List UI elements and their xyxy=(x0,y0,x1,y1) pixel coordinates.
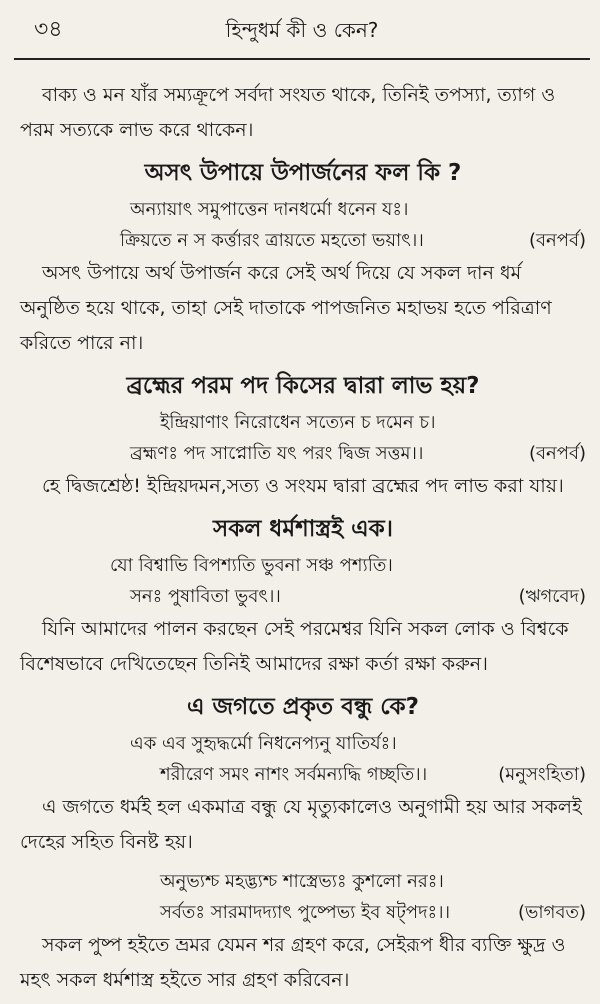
verse-text: সর্বতঃ সারমাদদ্যাৎ পুষ্পেভ্য ইব ষট্পদঃ।। xyxy=(160,902,451,923)
sanskrit-verse xyxy=(20,866,586,928)
verse-line xyxy=(20,225,586,256)
verse-line xyxy=(20,550,586,581)
section-heading: সকল ধর্মশাস্ত্রই এক। xyxy=(213,516,393,542)
explanation-paragraph: অসৎ উপায়ে অর্থ উপার্জন করে সেই অর্থ দিয়ে যে সকল দান ধর্ম অনুষ্ঠিত হয়ে থাকে, তাহা সেই দাতাকে পাপজনিত মহাভয় হতে পরিত্রাণ করিতে পারে না। xyxy=(20,262,552,354)
page-number: ৩৪ xyxy=(34,17,63,42)
verse-line xyxy=(20,581,586,612)
section xyxy=(20,866,586,998)
explanation-paragraph: এ জগতে ধর্মই হল একমাত্র বন্ধু যে মৃত্যুকালেও অনুগামী হয় আর সকলই দেহের সহিত বিনষ্ট হয়। xyxy=(20,796,582,853)
verse-source: (বনপর্ব) xyxy=(528,443,586,464)
running-title: হিন্দুধর্ম কী ও কেন? xyxy=(225,18,379,42)
verse-text: শরীরেণ সমং নাশং সর্বমন্যদ্ধি গচ্ছতি।। xyxy=(160,764,428,785)
intro-paragraph: বাক্য ও মন যাঁর সম্যক্রূপে সর্বদা সংযত থাকে, তিনিই তপস্যা, ত্যাগ ও পরম সত্যকে লাভ করে থাকেন। xyxy=(20,84,556,141)
section xyxy=(20,688,586,860)
verse-line xyxy=(20,194,586,225)
verse-text: সনঃ পুষাবিতা ভুবৎ।। xyxy=(130,586,281,607)
section xyxy=(20,154,586,361)
section-heading: অসৎ উপায়ে উপার্জনের ফল কি ? xyxy=(144,160,462,186)
sanskrit-verse xyxy=(20,728,586,790)
page-header xyxy=(14,8,590,60)
verse-line xyxy=(20,897,586,928)
verse-line xyxy=(20,728,586,759)
verse-line xyxy=(20,759,586,790)
verse-text: যো বিশ্বাভি বিপশ্যতি ভুবনা সঞ্চ পশ্যতি। xyxy=(110,555,393,576)
verse-line xyxy=(20,438,586,469)
page-body xyxy=(20,78,586,1004)
explanation-paragraph: সকল পুষ্প হইতে ভ্রমর যেমন শর গ্রহণ করে, সেইরূপ ধীর ব্যক্তি ক্ষুদ্র ও মহৎ সকল ধর্মশাস্ত্র হইতে সার গ্রহণ করিবেন। xyxy=(20,934,566,991)
section xyxy=(20,510,586,682)
explanation-paragraph: হে দ্বিজশ্রেষ্ঠ! ইন্দ্রিয়দমন,সত্য ও সংযম দ্বারা ব্রহ্মের পদ লাভ করা যায়। xyxy=(42,475,564,497)
verse-text: এক এব সুহৃদ্ধর্মো নিধনেপ্যনু যাতির্যঃ। xyxy=(130,733,397,754)
verse-source: (বনপর্ব) xyxy=(528,230,586,251)
verse-text: অনুভ্যশ্চ মহদ্ভ্যশ্চ শাস্ত্রেভ্যঃ কুশলো নরঃ। xyxy=(160,871,444,892)
verse-source: (ঋগবেদ) xyxy=(518,586,586,607)
explanation-paragraph: যিনি আমাদের পালন করছেন সেই পরমেশ্বর যিনি সকল লোক ও বিশ্বকে বিশেষভাবে দেখিতেছেন তিনিই আমাদের রক্ষা কর্তা রক্ষা করুন। xyxy=(20,618,569,675)
verse-text: ক্রিয়তে ন স কর্ত্তারং ত্রায়তে মহতো ভয়াৎ।। xyxy=(120,230,424,251)
verse-text: ইন্দ্রিয়াণাং নিরোধেন সত্যেন চ দমেন চ। xyxy=(160,412,436,433)
verse-source: (মনুসংহিতা) xyxy=(498,764,586,785)
sanskrit-verse xyxy=(20,194,586,256)
sanskrit-verse xyxy=(20,407,586,469)
section-heading: এ জগতে প্রকৃত বন্ধু কে? xyxy=(187,694,419,720)
sanskrit-verse xyxy=(20,550,586,612)
verse-line xyxy=(20,407,586,438)
verse-source: (ভাগবত) xyxy=(518,902,586,923)
section xyxy=(20,367,586,504)
sections-container xyxy=(20,154,586,998)
verse-text: ব্রহ্মণঃ পদ সাপ্নোতি যৎ পরং দ্বিজ সত্তম।। xyxy=(130,443,424,464)
verse-text: অন্যায়াৎ সমুপাত্তেন দানধর্মো ধনেন যঃ। xyxy=(130,199,409,220)
verse-line xyxy=(20,866,586,897)
section-heading: ব্রহ্মের পরম পদ কিসের দ্বারা লাভ হয়? xyxy=(126,373,480,399)
